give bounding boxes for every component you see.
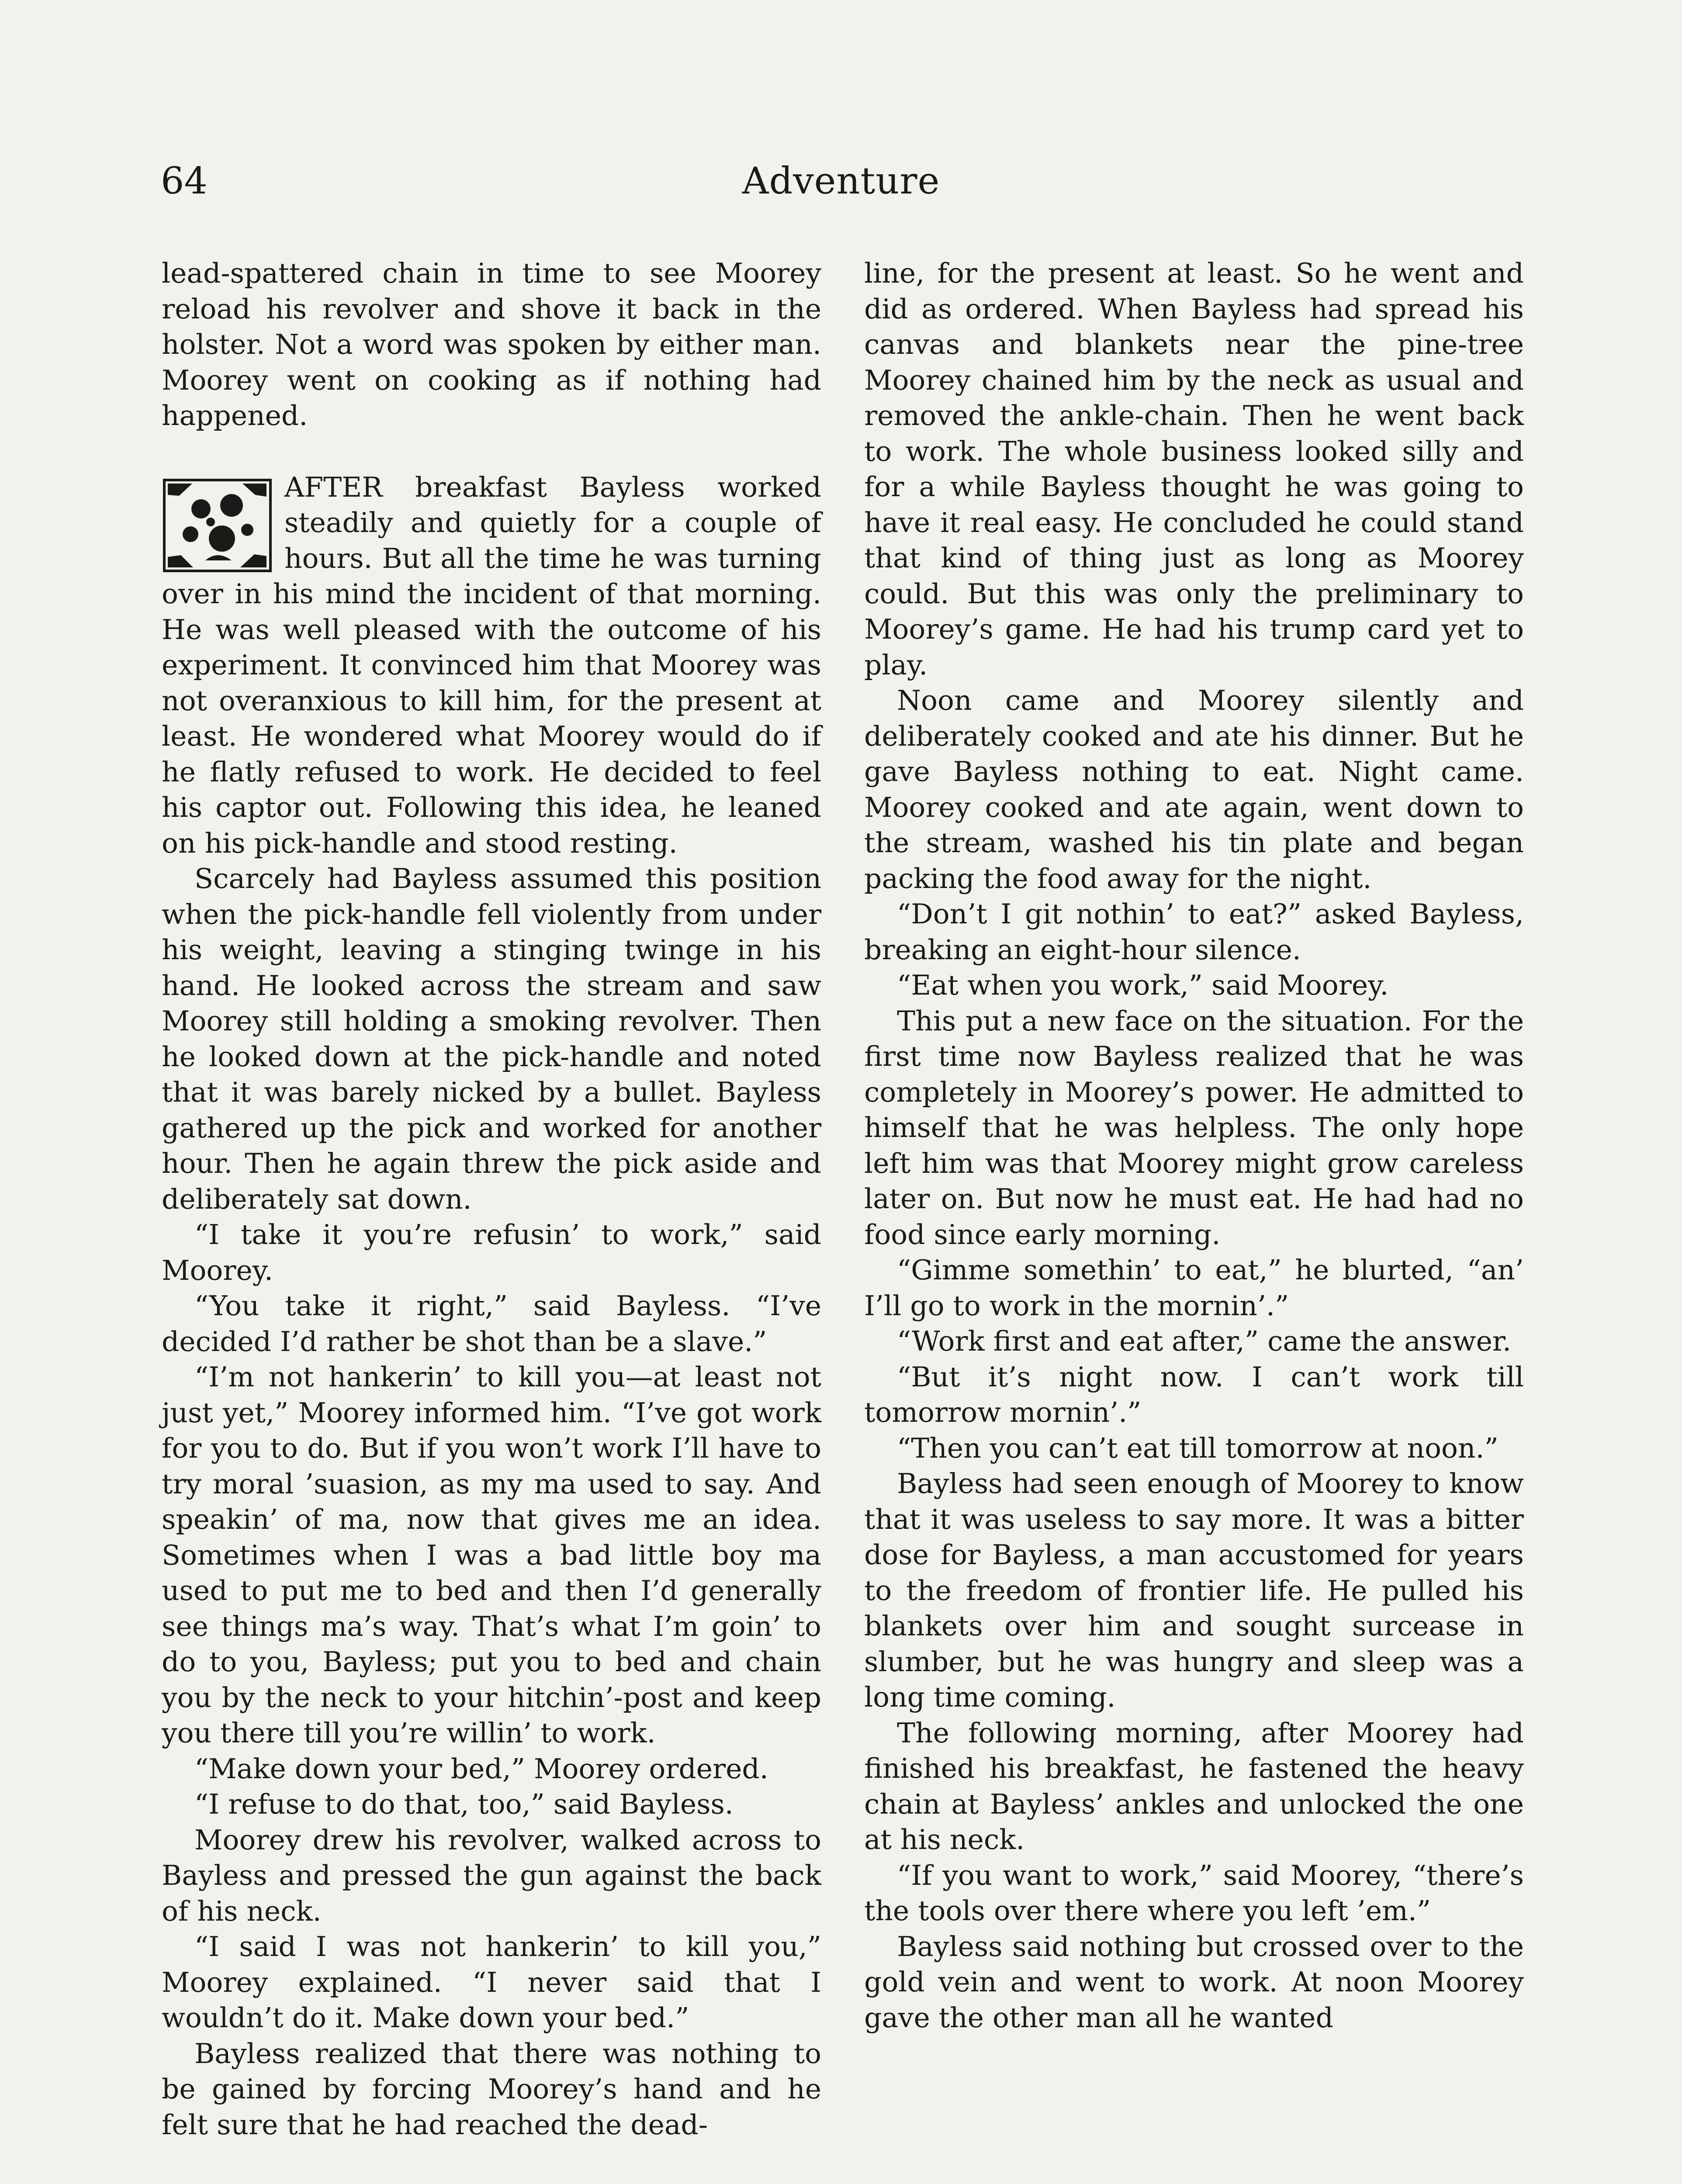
left-column xyxy=(162,256,821,2143)
paragraph: Moorey drew his revolver, walked across to Bayless and pressed the gun against the back of his neck. xyxy=(162,1824,821,1927)
paragraph: “Eat when you work,” said Moorey. xyxy=(897,969,1389,1001)
page-number: 64 xyxy=(161,159,208,202)
paragraph: “Make down your bed,” Moorey ordered. xyxy=(194,1752,768,1785)
paragraph: Bayless realized that there was nothing to be gained by forcing Moorey’s hand and he felt sure that he had reached the dead- xyxy=(162,2037,821,2141)
paragraph: “Then you can’t eat till tomorrow at noon.” xyxy=(897,1432,1499,1464)
paragraph: This put a new face on the situation. For the first time now Bayless realized that he was completely in Moorey’s power. He admitted to himself that he was helpless. The only hope left him was that Moorey might grow careless later on. But now he must eat. He had had no food since early morning. xyxy=(864,1005,1524,1251)
right-column xyxy=(864,256,1524,2035)
paragraph: “Don’t I git nothin’ to eat?” asked Bayless, breaking an eight-hour silence. xyxy=(864,898,1524,966)
running-title: Adventure xyxy=(742,159,940,202)
paragraph: Noon came and Moorey silently and deliberately cooked and ate his dinner. But he gave Bayless nothing to eat. Night came. Moorey cooked and ate again, went down to the stream, washed his tin plate and began packing the food away for the night. xyxy=(864,684,1524,895)
paragraph: “I take it you’re refusin’ to work,” said Moorey. xyxy=(162,1219,821,1286)
paragraph: “Work first and eat after,” came the answer. xyxy=(897,1325,1512,1357)
paragraph: line, for the present at least. So he went and did as ordered. When Bayless had spread his canvas and blankets near the pine-tree Moorey chained him by the neck as usual and removed the ankle-chain. Then he went back to work. The whole business looked silly and for a while Bayless thought he was going to have it real easy. He concluded he could stand that kind of thing just as long as Moorey could. But this was only the preliminary to Moorey’s game. He had his trump card yet to play. xyxy=(864,257,1524,681)
paragraph: “I said I was not hankerin’ to kill you,” Moorey explained. “I never said that I wouldn’t do it. Make down your bed.” xyxy=(162,1931,821,2034)
paragraph: “If you want to work,” said Moorey, “there’s the tools over there where you left ’em.” xyxy=(864,1859,1524,1927)
paragraph: The following morning, after Moorey had finished his breakfast, he fastened the heavy chain at Bayless’ ankles and unlocked the one at his neck. xyxy=(864,1717,1524,1856)
paragraph: “I’m not hankerin’ to kill you—at least not just yet,” Moorey informed him. “I’ve got work for you to do. But if you won’t work I’ll have to try moral ’suasion, as my ma used to say. And speakin’ of ma, now that gives me an idea. Sometimes when I was a bad little boy ma used to put me to bed and then I’d generally see things ma’s way. That’s what I’m goin’ to do to you, Bayless; put you to bed and chain you by the neck to your hitchin’-post and keep you there till you’re willin’ to work. xyxy=(162,1361,821,1749)
paragraph: Scarcely had Bayless assumed this position when the pick-handle fell violently from under his weight, leaving a stinging twinge in his hand. He looked across the stream and saw Moorey still holding a smoking revolver. Then he looked down at the pick-handle and noted that it was barely nicked by a bullet. Bayless gathered up the pick and worked for another hour. Then he again threw the pick aside and deliberately sat down. xyxy=(162,863,821,1215)
section-paragraph-text: AFTER breakfast Bayless worked steadily and quietly for a couple of hours. But all the time he was turning over in his mind the incident of that morning. He was well pleased with the outcome of his experiment. It convinced him that Moorey was not overanxious to kill him, for the present at least. He wondered what Moorey would do if he flatly refused to work. He decided to feel his captor out. Following this idea, he leaned on his pick-handle and stood resting. xyxy=(162,471,821,859)
paragraph: Bayless had seen enough of Moorey to know that it was useless to say more. It was a bitter dose for Bayless, a man accustomed for years to the freedom of frontier life. He pulled his blankets over him and sought surcease in slumber, but he was hungry and sleep was a long time coming. xyxy=(864,1468,1524,1713)
paragraph: “You take it right,” said Bayless. “I’ve decided I’d rather be shot than be a slave.” xyxy=(162,1290,821,1358)
paragraph: “I refuse to do that, too,” said Bayless. xyxy=(194,1788,734,1820)
paragraph: Bayless said nothing but crossed over to the gold vein and went to work. At noon Moorey gave the other man all he wanted xyxy=(864,1930,1524,2034)
paragraph: lead-spattered chain in time to see Moorey reload his revolver and shove it back in the holster. Not a word was spoken by either man. Moorey went on cooking as if nothing had happened. xyxy=(162,257,821,432)
paragraph: “Gimme somethin’ to eat,” he blurted, “an’ I’ll go to work in the mornin’.” xyxy=(864,1254,1524,1322)
section-paragraph xyxy=(162,470,821,861)
paragraph: “But it’s night now. I can’t work till tomorrow mornin’.” xyxy=(864,1361,1524,1428)
ornamental-drop-cap-icon xyxy=(162,477,273,574)
